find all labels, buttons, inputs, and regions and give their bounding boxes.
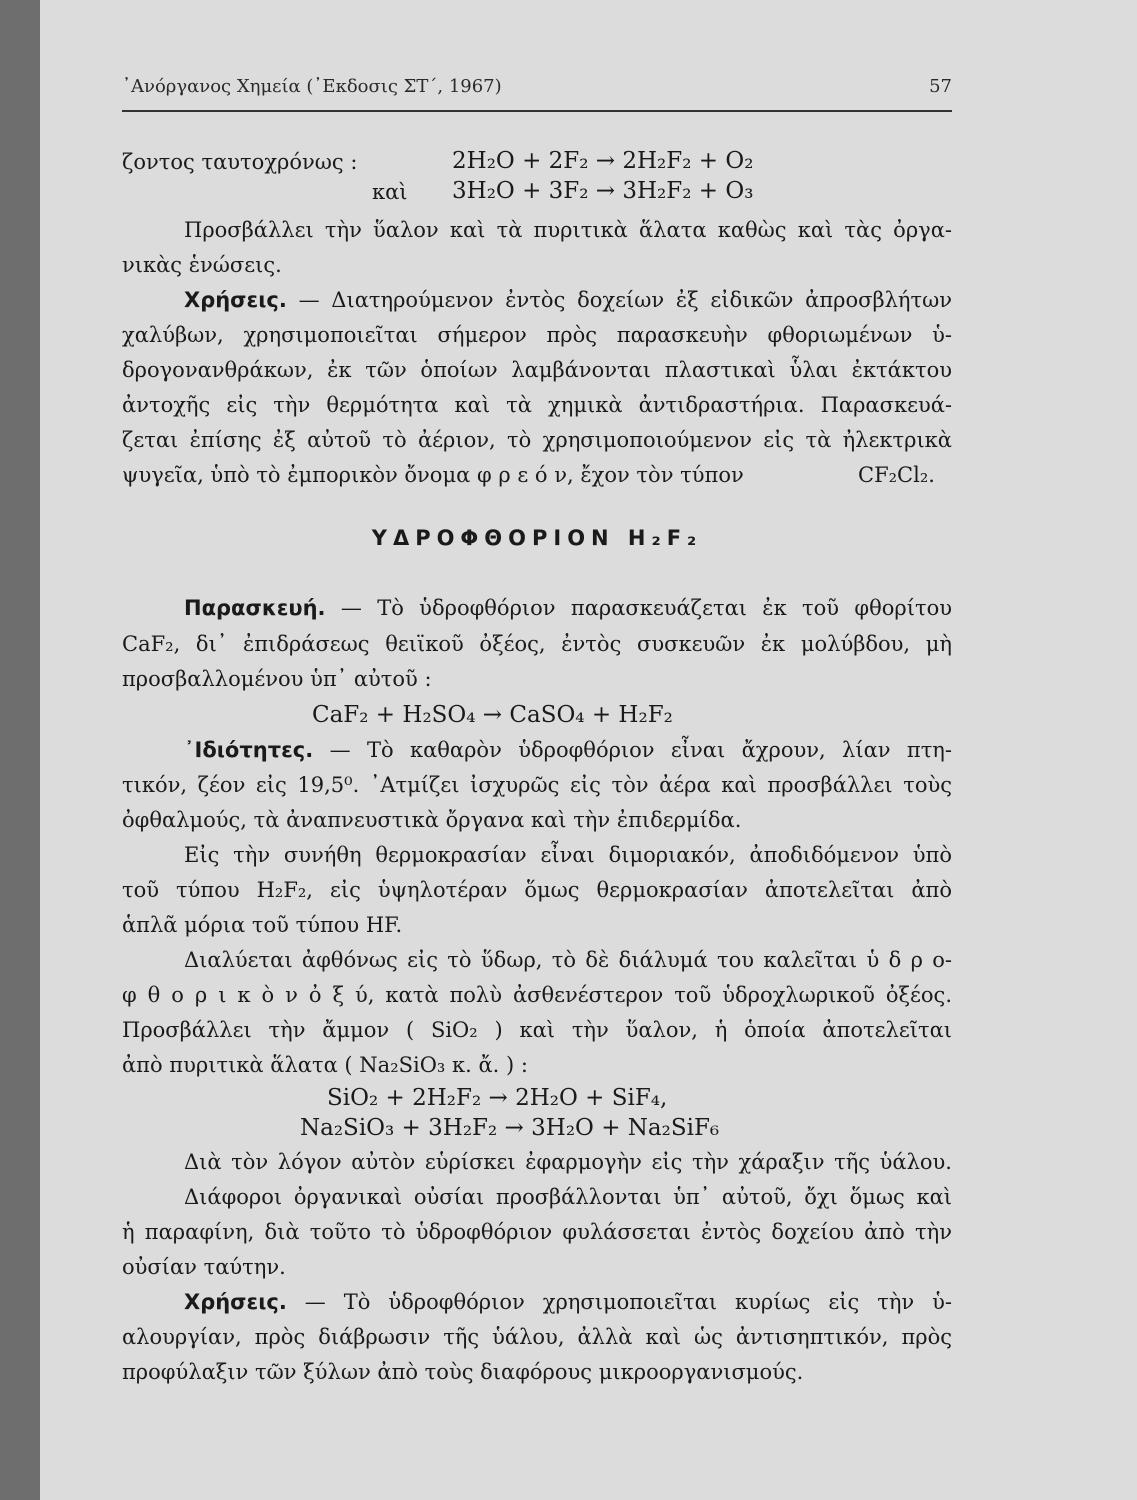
properties-heading: ᾽Ιδιότητες. (184, 738, 314, 762)
equation-2: 3H₂O + 3F₂ → 3H₂F₂ + O₃ (452, 178, 754, 204)
prop-line-9: Προσβάλλει τὴν ἄμμον ( SiO₂ ) καὶ τὴν ὕαλον, ἡ ὁποία ἀποτελεῖται (122, 1018, 952, 1042)
prop-line-3: ὀφθαλμούς, τὰ ἀναπνευστικὰ ὄργανα καὶ τὴν ἐπιδερμίδα. (122, 808, 742, 832)
page-number: 57 (929, 76, 952, 97)
equation-4: SiO₂ + 2H₂F₂ → 2H₂O + SiF₄, (327, 1085, 668, 1111)
uses2-line-3: προφύλαξιν τῶν ξύλων ἀπὸ τοὺς διαφόρους μικροοργανισμούς. (122, 1360, 804, 1384)
facing-page-edge (0, 0, 40, 1500)
uses-line-6: ψυγεῖα, ὑπὸ τὸ ἐμπορικὸν ὄνομα φ ρ ε ό ν, ἔχον τὸν τύπον (122, 463, 744, 487)
uses-line-3: δρογονανθράκων, ἐκ τῶν ὁποίων λαμβάνονται πλαστικαὶ ὗλαι ἐκτάκτου (122, 358, 952, 382)
uses-line-2: χαλύβων, χρησιμοποιεῖται σήμερον πρὸς παρασκευὴν φθοριωμένων ὑ- (122, 323, 952, 347)
freon-formula: CF₂Cl₂. (858, 463, 935, 487)
prop-line-4: Εἰς τὴν συνήθη θερμοκρασίαν εἶναι διμοριακόν, ἀποδιδόμενον ὑπὸ (184, 843, 952, 867)
equation-3: CaF₂ + H₂SO₄ → CaSO₄ + H₂F₂ (312, 702, 673, 728)
and-word: καὶ (372, 180, 408, 204)
prep-line-2: CaF₂, δι᾽ ἐπιδράσεως θειϊκοῦ ὀξέος, ἐντὸς συσκευῶν ἐκ μολύβδου, μὴ (122, 632, 952, 656)
uses-line-1: Χρήσεις. — Διατηρούμενον ἐντὸς δοχείων ἐξ εἰδικῶν ἀπροσβλήτων (184, 288, 952, 312)
prep-line-1: Παρασκευή. — Τὸ ὑδροφθόριον παρασκευάζεται ἐκ τοῦ φθορίτου (184, 596, 952, 620)
prop-line-8: φ θ ο ρ ι κ ὸ ν ὀ ξ ύ, κατὰ πολὺ ἀσθενέστερον τοῦ ὑδροχλωρικοῦ ὀξέος. (122, 983, 952, 1007)
header-rule (122, 110, 952, 112)
uses-heading: Χρήσεις. (184, 288, 287, 312)
prop-line-5: τοῦ τύπου H₂F₂, εἰς ὑψηλοτέραν ὅμως θερμοκρασίαν ἀποτελεῖται ἀπὸ (122, 878, 952, 902)
uses2-line-1: Χρήσεις. — Τὸ ὑδροφθόριον χρησιμοποιεῖται κυρίως εἰς τὴν ὑ- (184, 1290, 952, 1314)
uses-line-5: ζεται ἐπίσης ἐξ αὐτοῦ τὸ ἀέριον, τὸ χρησιμοποιούμενον εἰς τὰ ἠλεκτρικὰ (122, 428, 952, 452)
after-line-2: Διάφοροι ὀργανικαὶ οὐσίαι προσβάλλονται ὑπ᾽ αὐτοῦ, ὄχι ὅμως καὶ (184, 1185, 952, 1209)
prop-line-7: Διαλύεται ἀφθόνως εἰς τὸ ὕδωρ, τὸ δὲ διάλυμά του καλεῖται ὑ δ ρ ο- (184, 948, 952, 972)
prep-line-3: προσβαλλομένου ὑπ᾽ αὐτοῦ : (122, 667, 432, 691)
prop-line-6: ἁπλᾶ μόρια τοῦ τύπου HF. (122, 913, 403, 937)
uses-line-4: ἀντοχῆς εἰς τὴν θερμότητα καὶ τὰ χημικὰ ἀντιδραστήρια. Παρασκευά- (122, 393, 952, 417)
para1-line-2: νικὰς ἑνώσεις. (122, 253, 282, 277)
running-header (122, 76, 952, 97)
lead-text: ζοντος ταυτοχρόνως : (122, 150, 358, 174)
para1-line-1: Προσβάλλει τὴν ὕαλον καὶ τὰ πυριτικὰ ἅλατα καθὼς καὶ τὰς ὀργα- (184, 218, 952, 242)
preparation-heading: Παρασκευή. (184, 596, 326, 620)
after-line-3: ἡ παραφίνη, διὰ τοῦτο τὸ ὑδροφθόριον φυλάσσεται ἐντὸς δοχείου ἀπὸ τὴν (122, 1220, 952, 1244)
uses2-line-2: αλουργίαν, πρὸς διάβρωσιν τῆς ὑάλου, ἀλλὰ καὶ ὡς ἀντισηπτικόν, πρὸς (122, 1325, 952, 1349)
prop-line-10: ἀπὸ πυριτικὰ ἅλατα ( Na₂SiO₃ κ. ἄ. ) : (122, 1053, 528, 1077)
equation-1: 2H₂O + 2F₂ → 2H₂F₂ + O₂ (452, 148, 754, 174)
running-title: ᾽Ανόργανος Χημεία (᾽Εκδοσις ΣΤ΄, 1967) (122, 76, 502, 97)
after-line-4: οὐσίαν ταύτην. (122, 1255, 286, 1279)
uses2-heading: Χρήσεις. (184, 1290, 287, 1314)
prop-line-1: ᾽Ιδιότητες. — Τὸ καθαρὸν ὑδροφθόριον εἶναι ἄχρουν, λίαν πτη- (184, 738, 952, 762)
prop-line-2: τικόν, ζέον εἰς 19,5⁰. ᾽Ατμίζει ἰσχυρῶς εἰς τὸν ἀέρα καὶ προσβάλλει τοὺς (122, 773, 952, 797)
equation-5: Na₂SiO₃ + 3H₂F₂ → 3H₂O + Na₂SiF₆ (300, 1115, 720, 1141)
section-title: ΥΔΡΟΦΘΟΡΙΟΝ H₂F₂ (371, 526, 703, 550)
after-line-1: Διὰ τὸν λόγον αὐτὸν εὑρίσκει ἐφαρμογὴν εἰς τὴν χάραξιν τῆς ὑάλου. (184, 1150, 952, 1174)
